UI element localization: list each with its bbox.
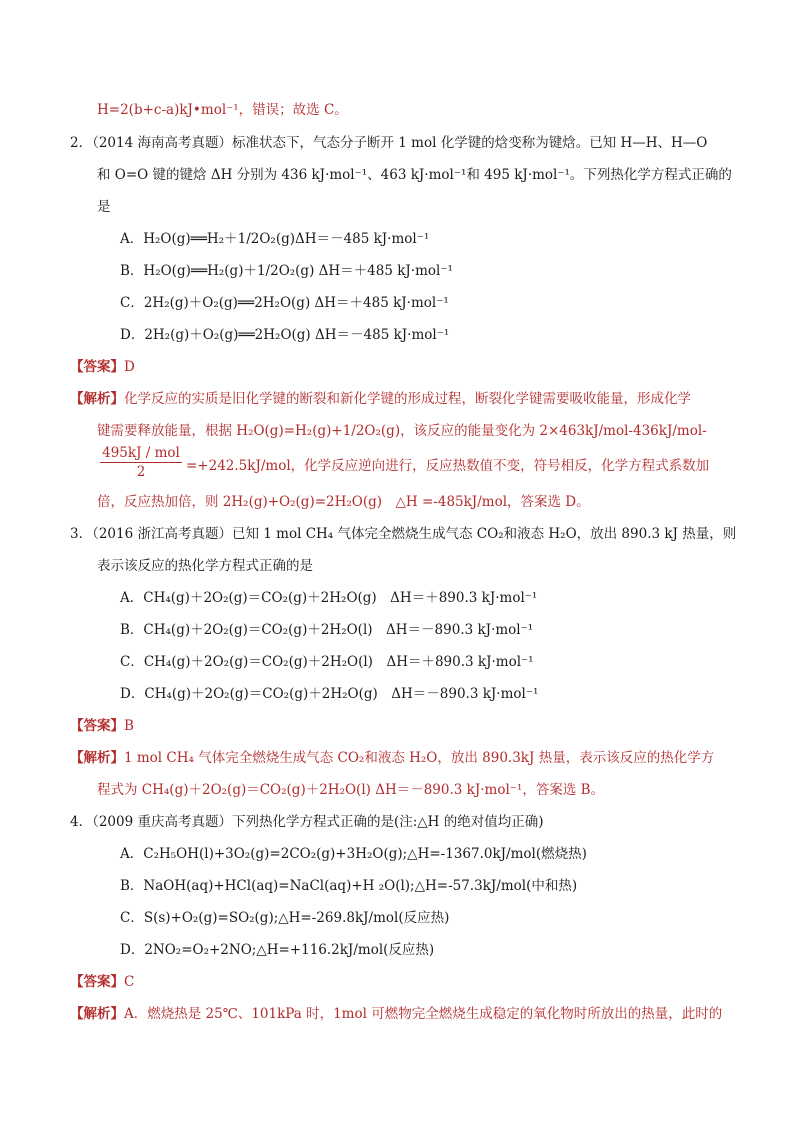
q3-stem-line1: 3．（2016 浙江高考真题）已知 1 mol CH₄ 气体完全燃烧生成气态 CO₂和液态 H₂O，放出 890.3 kJ 热量，则	[70, 526, 737, 542]
q4-option-d: D．2NO₂=O₂+2NO;△H=+116.2kJ/mol(反应热)	[120, 942, 435, 958]
q3-option-a: A．CH₄(g)＋2O₂(g)＝CO₂(g)＋2H₂O(g) ΔH＝＋890.3 kJ·mol⁻¹	[120, 590, 538, 606]
analysis-text: A．燃烧热是 25℃、101kPa 时，1mol 可燃物完全燃烧生成稳定的氧化物时所放出的热量，此时的	[124, 1006, 723, 1022]
q2-fraction	[100, 444, 182, 481]
q2-analysis-line4: 倍，反应热加倍，则 2H₂(g)+O₂(g)=2H₂O(g) △H =-485kJ/mol，答案选 D。	[97, 494, 590, 510]
q2-analysis-line2: 键需要释放能量，根据 H₂O(g)=H₂(g)+1/2O₂(g)，该反应的能量变化为 2×463kJ/mol-436kJ/mol-	[97, 423, 707, 439]
answer-label: 【答案】	[70, 359, 124, 375]
analysis-text: 1 mol CH₄ 气体完全燃烧生成气态 CO₂和液态 H₂O，放出 890.3kJ 热量，表示该反应的热化学方	[124, 750, 715, 766]
q2-analysis-line3: =+242.5kJ/mol，化学反应逆向进行，反应热数值不变，符号相反，化学方程式系数加	[186, 458, 710, 474]
q2-stem-line3: 是	[97, 199, 111, 215]
q3-analysis-line1	[70, 748, 714, 768]
q2-option-a: A．H₂O(g)══H₂＋1/2O₂(g)ΔH＝－485 kJ·mol⁻¹	[120, 231, 430, 247]
answer-value: C	[124, 974, 135, 990]
q3-option-c: C．CH₄(g)＋2O₂(g)＝CO₂(g)＋2H₂O(l) ΔH＝＋890.3 kJ·mol⁻¹	[120, 654, 534, 670]
q2-option-d: D．2H₂(g)＋O₂(g)══2H₂O(g) ΔH＝－485 kJ·mol⁻¹	[120, 327, 450, 343]
q4-option-b: B．NaOH(aq)+HCl(aq)=NaCl(aq)+H ₂O(l);△H=-57.3kJ/mol(中和热)	[120, 878, 578, 894]
analysis-label: 【解析】	[70, 391, 124, 407]
q2-analysis-line1	[70, 389, 691, 409]
analysis-label: 【解析】	[70, 1006, 124, 1022]
q4-analysis-line1	[70, 1004, 722, 1024]
analysis-text: 化学反应的实质是旧化学键的断裂和新化学键的形成过程，断裂化学键需要吸收能量，形成化学	[124, 391, 691, 407]
analysis-label: 【解析】	[70, 750, 124, 766]
q2-stem-line2: 和 O=O 键的键焓 ΔH 分别为 436 kJ·mol⁻¹、463 kJ·mol⁻¹和 495 kJ·mol⁻¹。下列热化学方程式正确的	[97, 167, 732, 183]
q2-option-b: B．H₂O(g)══H₂(g)＋1/2O₂(g) ΔH＝＋485 kJ·mol⁻¹	[120, 263, 453, 279]
fraction-denominator: 2	[136, 464, 146, 480]
q2-option-c: C．2H₂(g)＋O₂(g)══2H₂O(g) ΔH＝＋485 kJ·mol⁻¹	[120, 295, 449, 311]
answer-label: 【答案】	[70, 974, 124, 990]
q3-option-d: D．CH₄(g)＋2O₂(g)＝CO₂(g)＋2H₂O(g) ΔH＝－890.3 kJ·mol⁻¹	[120, 686, 539, 702]
answer-value: D	[124, 359, 135, 375]
fraction-numerator: 495kJ / mol	[100, 444, 182, 463]
continuation-line: H=2(b+c-a)kJ•mol⁻¹，错误；故选 C。	[97, 102, 348, 118]
q4-stem-line1: 4．（2009 重庆高考真题）下列热化学方程式正确的是(注:△H 的绝对值均正确)	[70, 814, 544, 830]
answer-value: B	[124, 718, 134, 734]
q3-option-b: B．CH₄(g)＋2O₂(g)＝CO₂(g)＋2H₂O(l) ΔH＝－890.3 kJ·mol⁻¹	[120, 622, 534, 638]
q3-answer-row	[70, 716, 134, 736]
q4-option-c: C．S(s)+O₂(g)=SO₂(g);△H=-269.8kJ/mol(反应热)	[120, 910, 450, 926]
q3-stem-line2: 表示该反应的热化学方程式正确的是	[97, 558, 313, 574]
answer-label: 【答案】	[70, 718, 124, 734]
q4-option-a: A．C₂H₅OH(l)+3O₂(g)=2CO₂(g)+3H₂O(g);△H=-1367.0kJ/mol(燃烧热)	[120, 846, 587, 862]
q3-analysis-line2: 程式为 CH₄(g)＋2O₂(g)＝CO₂(g)＋2H₂O(l) ΔH＝－890.3 kJ·mol⁻¹，答案选 B。	[97, 782, 605, 798]
q4-answer-row	[70, 972, 134, 992]
q2-answer-row	[70, 357, 135, 377]
q2-stem-line1: 2．（2014 海南高考真题）标准状态下，气态分子断开 1 mol 化学键的焓变称为键焓。已知 H—H、H—O	[70, 135, 708, 151]
